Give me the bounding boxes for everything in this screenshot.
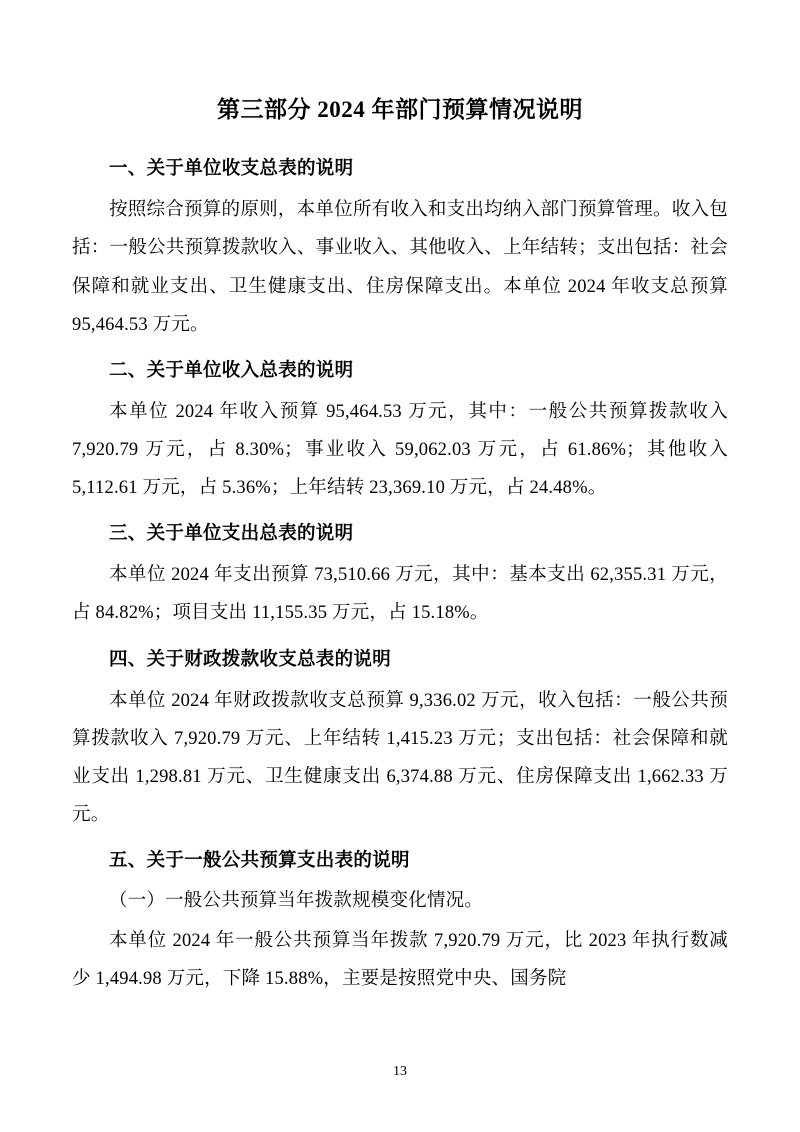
section-paragraph-2-1: 本单位 2024 年收入预算 95,464.53 万元，其中：一般公共预算拨款收入 7,920.79 万元，占 8.30%；事业收入 59,062.03 万元，占 61.86%；其他收入 5,112.61 万元，占 5.36%；上年结转 23,369.10 万元，占 24.48%。 xyxy=(72,401,728,499)
page-number: 13 xyxy=(393,1064,407,1079)
section-heading-1: 一、关于单位收支总表的说明 xyxy=(109,159,354,180)
page-title: 第三部分 2024 年部门预算情况说明 xyxy=(217,97,583,122)
section-paragraph-4-1: 本单位 2024 年财政拨款收支总预算 9,336.02 万元，收入包括：一般公共预算拨款收入 7,920.79 万元、上年结转 1,415.23 万元；支出包括：社会保障和就业支出 1,298.81 万元、卫生健康支出 6,374.88 万元、住房保障支出 1,662.33 万元。 xyxy=(72,690,728,826)
section-heading-3: 三、关于单位支出总表的说明 xyxy=(109,524,354,545)
section-paragraph-1-1: 按照综合预算的原则，本单位所有收入和支出均纳入部门预算管理。收入包括：一般公共预算拨款收入、事业收入、其他收入、上年结转；支出包括：社会保障和就业支出、卫生健康支出、住房保障支出。本单位 2024 年收支总预算 95,464.53 万元。 xyxy=(72,200,728,335)
section-heading-2: 二、关于单位收入总表的说明 xyxy=(109,360,354,381)
subsection-heading-5-1: （一）一般公共预算当年拨款规模变化情况。 xyxy=(109,891,484,912)
section-heading-5: 五、关于一般公共预算支出表的说明 xyxy=(109,851,410,872)
section-paragraph-3-1: 本单位 2024 年支出预算 73,510.66 万元，其中：基本支出 62,355.31 万元，占 84.82%；项目支出 11,155.35 万元，占 15.18%。 xyxy=(72,565,728,624)
section-paragraph-5-1: 本单位 2024 年一般公共预算当年拨款 7,920.79 万元，比 2023 年执行数减少 1,494.98 万元，下降 15.88%，主要是按照党中央、国务院 xyxy=(72,931,728,990)
section-heading-4: 四、关于财政拨款收支总表的说明 xyxy=(109,649,392,670)
